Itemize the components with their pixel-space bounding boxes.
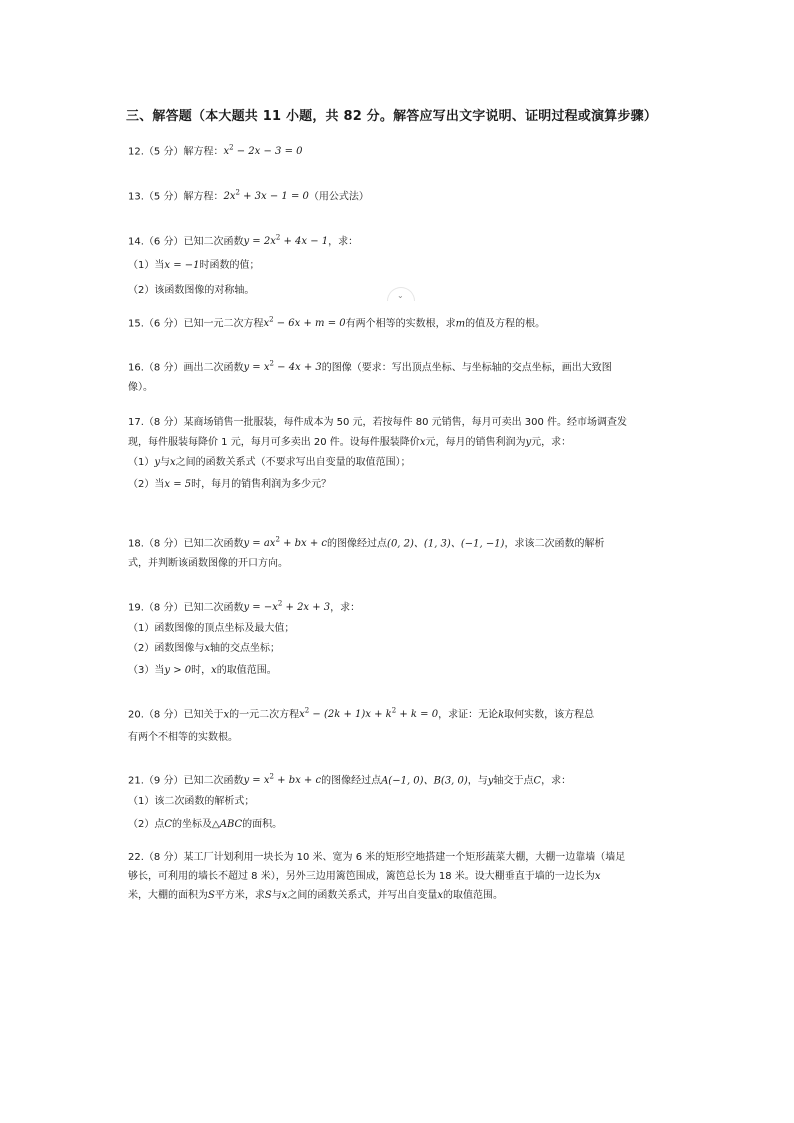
question-19-part-2: （2）函数图像与x轴的交点坐标； bbox=[128, 643, 281, 654]
question-19-part-1: （1）函数图像的顶点坐标及最大值； bbox=[128, 623, 295, 634]
question-14: 14.（6 分）已知二次函数$y = 2x^2 + 4x - 1$，求： bbox=[128, 234, 359, 248]
section-title: 三、解答题（本大题共 11 小题，共 82 分。解答应写出文字说明、证明过程或演算步骤） bbox=[126, 109, 658, 124]
equation: $x^2 - 6x + m = 0$ bbox=[263, 316, 346, 330]
question-22-line-3: 米，大棚的面积为S平方米，求S与x之间的函数关系式，并写出自变量x的取值范围。 bbox=[128, 890, 503, 901]
equation: $y = ax^2$ + bx + c bbox=[243, 536, 328, 550]
equation: $y = -x^2 + 2x + 3$ bbox=[243, 600, 331, 614]
question-21-part-1: （1）该二次函数的解析式； bbox=[128, 796, 255, 807]
question-20-line-2: 有两个不相等的实数根。 bbox=[128, 732, 238, 743]
question-19: 19.（8 分）已知二次函数$y = -x^2 + 2x + 3$，求： bbox=[128, 600, 361, 614]
question-14-part-1: （1）当x = −1时函数的值； bbox=[128, 260, 260, 271]
question-13: 13.（5 分）解方程：$2x^2 + 3x - 1 = 0$（用公式法） bbox=[128, 189, 369, 203]
question-17: 17.（8 分）某商场销售一批服装，每件成本为 50 元，若按每件 80 元销售，每月可卖出 300 件。经市场调查发 bbox=[128, 417, 628, 428]
question-17-line-2: 现，每件服装每降价 1 元，每月可多卖出 20 件。设每件服装降价x元，每月的销售利润为y元，求： bbox=[128, 437, 572, 448]
question-18-line-2: 式，并判断该函数图像的开口方向。 bbox=[128, 558, 288, 569]
question-21-part-2: （2）点C的坐标及△ABC的面积。 bbox=[128, 819, 283, 830]
question-15: 15.（6 分）已知一元二次方程$x^2 - 6x + m = 0$有两个相等的实数根，求m的值及方程的根。 bbox=[128, 316, 546, 330]
question-18: 18.（8 分）已知二次函数$y = ax^2$ + bx + c的图像经过点(0, 2)、(1, 3)、(−1, −1)，求该二次函数的解析 bbox=[128, 536, 605, 550]
question-17-part-1: （1）y与x之间的函数关系式（不要求写出自变量的取值范围）； bbox=[128, 457, 411, 468]
equation: $x^2 - (2k + 1)x + k^2 + k = 0$ bbox=[299, 707, 439, 721]
question-17-part-2: （2）当x = 5时，每月的销售利润为多少元？ bbox=[128, 479, 332, 490]
chevron-down-icon: ⌄ bbox=[397, 291, 404, 300]
question-12: 12.（5 分）解方程：$x^2 - 2x - 3 = 0$ bbox=[128, 144, 303, 158]
equation: $x^2 - 2x - 3 = 0$ bbox=[223, 144, 303, 158]
equation: $y = 2x^2 + 4x - 1$ bbox=[243, 234, 329, 248]
equation: $2x^2 + 3x - 1 = 0$ bbox=[223, 189, 309, 203]
question-21: 21.（9 分）已知二次函数$y = x^2$ + bx + c的图像经过点A(−1, 0)、B(3, 0)，与y轴交于点C，求： bbox=[128, 773, 572, 787]
collapse-handle[interactable] bbox=[387, 287, 415, 301]
equation: $y = x^2 - 4x + 3$ bbox=[243, 360, 322, 374]
equation: $y = x^2$ + bx + c bbox=[243, 773, 322, 787]
question-22: 22.（8 分）某工厂计划利用一块长为 10 米、宽为 6 米的矩形空地搭建一个矩形蔬菜大棚，大棚一边靠墙（墙足 bbox=[128, 852, 626, 863]
question-14-part-2: （2）该函数图像的对称轴。 bbox=[128, 285, 255, 296]
question-16-line-2: 像）。 bbox=[128, 382, 153, 393]
question-16: 16.（8 分）画出二次函数$y = x^2 - 4x + 3$的图像（要求：写出顶点坐标、与坐标轴的交点坐标，画出大致图 bbox=[128, 360, 612, 374]
question-22-line-2: 够长，可利用的墙长不超过 8 米），另外三边用篱笆围成，篱笆总长为 18 米。设大棚垂直于墙的一边长为x bbox=[128, 871, 601, 882]
question-19-part-3: （3）当y > 0时，x的取值范围。 bbox=[128, 665, 277, 676]
question-20: 20.（8 分）已知关于x的一元二次方程$x^2 - (2k + 1)x + k^2 + k = 0$，求证：无论k取何实数，该方程总 bbox=[128, 707, 595, 721]
